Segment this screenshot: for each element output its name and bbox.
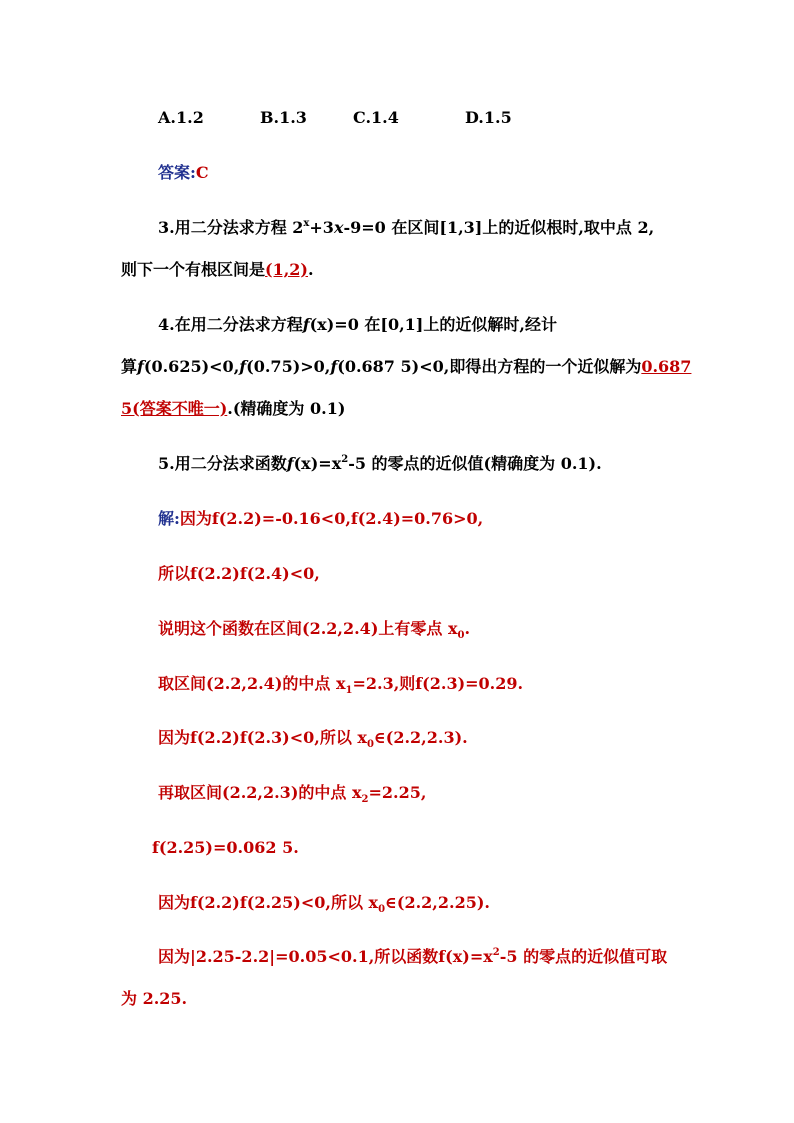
q4-line2-a: 算 xyxy=(121,357,138,376)
q5-solution-10 xyxy=(121,988,187,1010)
q3-text-a: 3.用二分法求方程 2 xyxy=(158,218,304,237)
solution-step-5a: 因为f(2.2)f(2.3)<0,所以 x xyxy=(158,728,367,747)
solution-step-8a: 因为f(2.2)f(2.25)<0,所以 x xyxy=(158,893,379,912)
q3-line2-text: 则下一个有根区间是 xyxy=(121,260,266,279)
q4-text-a: 4.在用二分法求方程 xyxy=(158,315,303,334)
solution-step-7: f(2.25)=0.062 5. xyxy=(152,838,299,857)
q4-line3 xyxy=(121,398,345,420)
solution-step-5-sub: 0 xyxy=(366,739,374,750)
q4-line2: 算f(0.625)<0,f(0.75)>0,f(0.687 5)<0,即得出方程的一个近似解为0.687 xyxy=(121,357,692,376)
solution-step-6-sub: 2 xyxy=(361,794,369,805)
solution-step-9b: -5 的零点的近似值可取 xyxy=(499,947,668,966)
solution-label: 解: xyxy=(158,509,180,528)
solution-step-3b: . xyxy=(464,619,471,638)
q5-stem-sup: 2 xyxy=(341,454,349,465)
q5-solution-7 xyxy=(152,837,299,859)
solution-step-4a: 取区间(2.2,2.4)的中点 x xyxy=(158,674,346,693)
option-c: C.1.4 xyxy=(353,108,399,127)
solution-step-8-sub: 0 xyxy=(378,904,386,915)
solution-step-9-sup: 2 xyxy=(492,947,500,958)
q5-solution-2 xyxy=(158,563,320,585)
q3-answer: (1,2) xyxy=(265,260,308,279)
answer-line xyxy=(158,162,209,184)
q3-line1 xyxy=(158,217,654,239)
q3-variable: x xyxy=(333,218,344,237)
solution-step-3-sub: 0 xyxy=(457,630,465,641)
q5-solution-3 xyxy=(158,618,470,640)
q5-solution-5 xyxy=(158,727,468,749)
q3-exponent: x xyxy=(303,218,310,229)
solution-step-3a: 说明这个函数在区间(2.2,2.4)上有零点 x xyxy=(158,619,458,638)
q5-solution-6 xyxy=(158,782,426,804)
solution-step-6a: 再取区间(2.2,2.3)的中点 x xyxy=(158,783,362,802)
q4-answer-part2: 5(答案不唯一) xyxy=(121,399,228,418)
option-b: B.1.3 xyxy=(260,108,307,127)
q5-stem-c: -5 的零点的近似值(精确度为 0.1). xyxy=(348,454,602,473)
q4-text-b: (x)=0 在[0,1]上的近似解时,经计 xyxy=(309,315,557,334)
q3-text-c: -9=0 在区间[1,3]上的近似根时,取中点 2, xyxy=(343,218,655,237)
answer-value: C xyxy=(195,163,209,182)
solution-step-4b: =2.3,则f(2.3)=0.29. xyxy=(352,674,524,693)
solution-step-2: 所以f(2.2)f(2.4)<0, xyxy=(158,564,320,583)
q4-line1: 4.在用二分法求方程f(x)=0 在[0,1]上的近似解时,经计 xyxy=(158,315,557,334)
q3-text-b: +3 xyxy=(309,218,334,237)
q3-line2 xyxy=(121,259,314,281)
q5-stem-b: (x)=x xyxy=(293,454,342,473)
q5-stem: 5.用二分法求函数$f(x)=x^2-5$ 的零点的近似值(精确度为 0.1). xyxy=(158,454,602,473)
q3-line2-end: . xyxy=(308,260,314,279)
q4-line2-b: (0.625)<0, xyxy=(143,357,240,376)
solution-step-10: 为 2.25. xyxy=(121,989,188,1008)
q5-stem-a: 5.用二分法求函数 xyxy=(158,454,287,473)
solution-step-6b: =2.25, xyxy=(368,783,427,802)
q4-answer-part1: 0.687 xyxy=(641,357,692,376)
q4-line2-d: (0.687 5)<0,即得出方程的一个近似解为 xyxy=(337,357,642,376)
q4-line2-c: (0.75)>0, xyxy=(246,357,331,376)
q5-solution-1 xyxy=(158,508,483,530)
option-a: A.1.2 xyxy=(158,108,204,127)
q5-solution-9 xyxy=(158,946,667,968)
answer-label: 答案: xyxy=(158,163,196,182)
q5-solution-4 xyxy=(158,673,523,695)
q5-solution-8 xyxy=(158,892,490,914)
solution-step-1: 因为f(2.2)=-0.16<0,f(2.4)=0.76>0, xyxy=(179,509,484,528)
solution-step-5b: ∈(2.2,2.3). xyxy=(373,728,468,747)
q4-line3-end: .(精确度为 0.1) xyxy=(227,399,346,418)
option-d: D.1.5 xyxy=(465,108,512,127)
solution-step-4-sub: 1 xyxy=(345,685,353,696)
solution-step-9a: 因为|2.25-2.2|=0.05<0.1,所以函数f(x)=x xyxy=(158,947,493,966)
solution-step-8b: ∈(2.2,2.25). xyxy=(385,893,490,912)
